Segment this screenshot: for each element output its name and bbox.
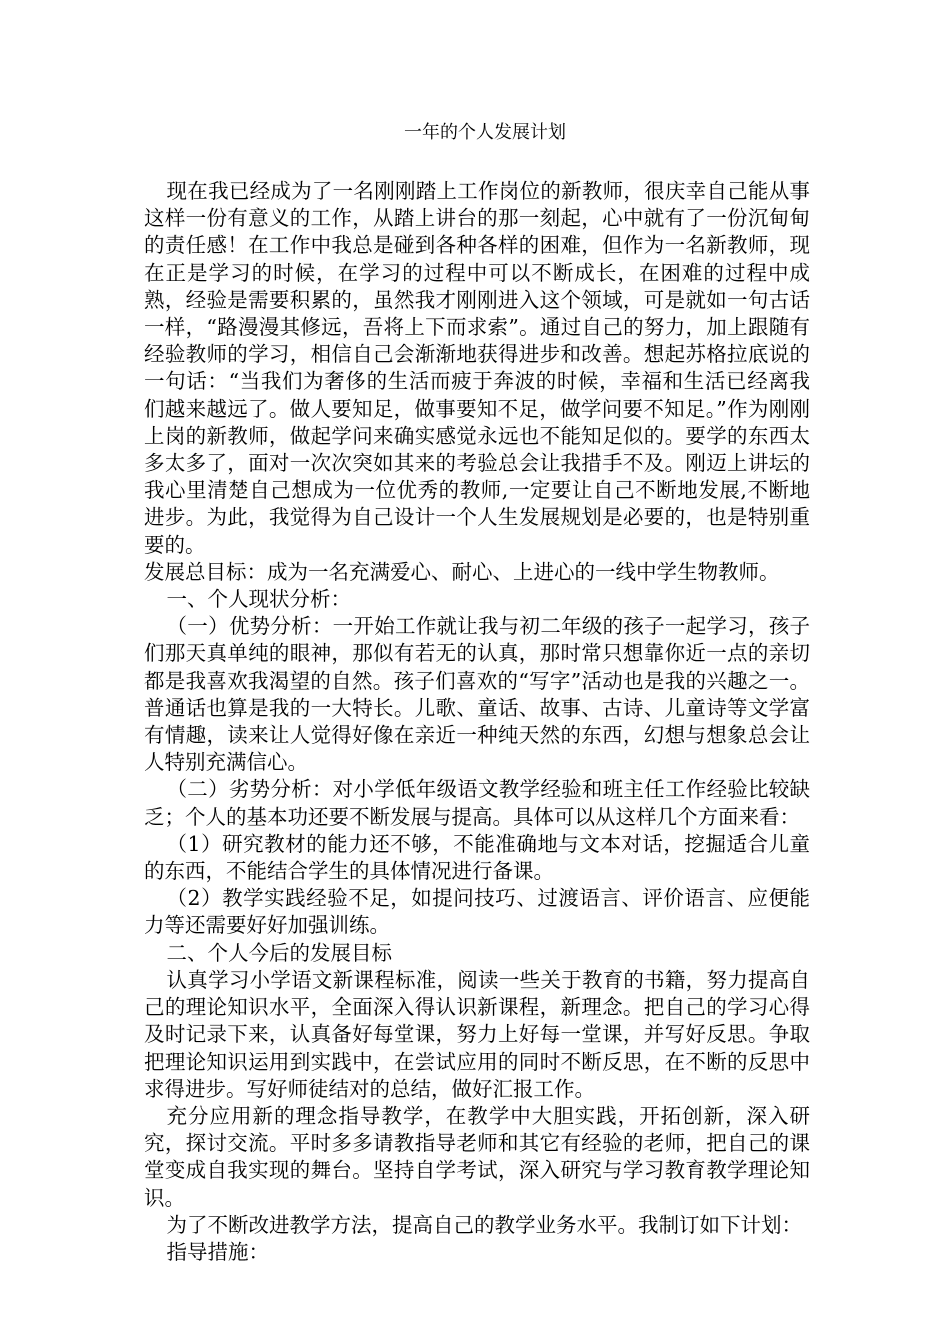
paragraph: 一、个人现状分析： [166, 587, 352, 612]
document-page [144, 118, 810, 1266]
paragraph: 认真学习小学语文新课程标准，阅读一些关于教育的书籍，努力提高自己的理论知识水平，全面深入得认识新课程，新理念。把自己的学习心得及时记录下来，认真备好每堂课，努力上好每一堂课，并写好反思。争取把理论知识运用到实践中，在尝试应用的同时不断反思，在不断的反思中求得进步。写好师徒结对的总结，做好汇报工作。 [144, 967, 810, 1101]
paragraph: 二、个人今后的发展目标 [166, 940, 393, 965]
paragraph: （2）教学实践经验不足，如提问技巧、过渡语言、评价语言、应便能力等还需要好好加强训练。 [144, 886, 810, 938]
paragraph: （1）研究教材的能力还不够，不能准确地与文本对话，挖掘适合儿童的东西，不能结合学生的具体情况进行备课。 [144, 831, 810, 884]
document-body [144, 178, 810, 1266]
paragraph: 指导措施： [166, 1239, 270, 1264]
paragraph: 现在我已经成为了一名刚刚踏上工作岗位的新教师，很庆幸自己能从事这样一份有意义的工作，从踏上讲台的那一刻起，心中就有了一份沉甸甸的责任感！在工作中我总是碰到各种各样的困难，但作为一名新教师，现在正是学习的时候，在学习的过程中可以不断成长，在困难的过程中成熟，经验是需要积累的，虽然我才刚刚进入这个领域，可是就如一句古话一样，“路漫漫其修远，吾将上下而求索”。通过自己的努力，加上跟随有经验教师的学习，相信自己会渐渐地获得进步和改善。想起苏格拉底说的一句话：“当我们为奢侈的生活而疲于奔波的时候，幸福和生活已经离我们越来越远了。做人要知足，做事要知不足，做学问要不知足。”作为刚刚上岗的新教师，做起学问来确实感觉永远也不能知足似的。要学的东西太多太多了，面对一次次突如其来的考验总会让我措手不及。刚迈上讲坛的我心里清楚自己想成为一位优秀的教师,一定要让自己不断地发展,不断地进步。为此，我觉得为自己设计一个人生发展规划是必要的，也是特别重要的。 [144, 179, 810, 557]
paragraph: 为了不断改进教学方法，提高自己的教学业务水平。我制订如下计划： [166, 1212, 803, 1237]
paragraph: 发展总目标：成为一名充满爱心、耐心、上进心的一线中学生物教师。 [144, 559, 780, 584]
paragraph: （二）劣势分析：对小学低年级语文教学经验和班主任工作经验比较缺乏；个人的基本功还要不断发展与提高。具体可以从这样几个方面来看： [144, 777, 810, 829]
paragraph: （一）优势分析：一开始工作就让我与初二年级的孩子一起学习，孩子们那天真单纯的眼神，那似有若无的认真，那时常只想靠你近一点的亲切都是我喜欢我渴望的自然。孩子们喜欢的“写字”活动也是我的兴趣之一。普通话也算是我的一大特长。儿歌、童话、故事、古诗、儿童诗等文学富有情趣，读来让人觉得好像在亲近一种纯天然的东西，幻想与想象总会让人特别充满信心。 [144, 614, 810, 775]
document-title: 一年的个人发展计划 [404, 122, 566, 143]
paragraph: 充分应用新的理念指导教学，在教学中大胆实践，开拓创新，深入研究，探讨交流。平时多多请教指导老师和其它有经验的老师，把自己的课堂变成自我实现的舞台。坚持自学考试，深入研究与学习教育教学理论知识。 [144, 1103, 810, 1210]
